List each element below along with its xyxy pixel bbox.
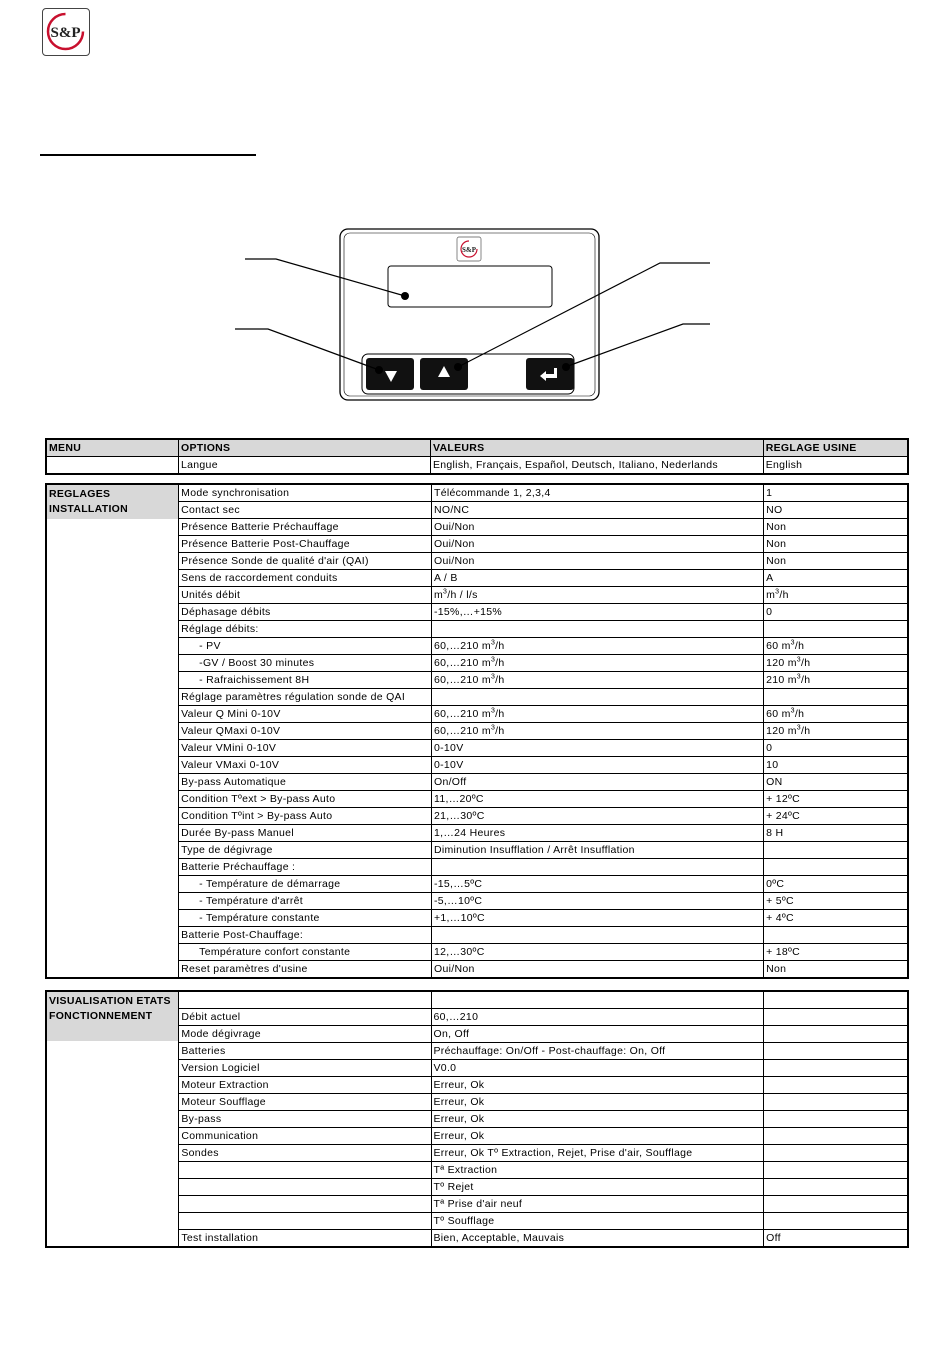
value-cell: Erreur, Ok: [431, 1094, 764, 1111]
factory-cell: [764, 1111, 908, 1128]
option-cell: Présence Sonde de qualité d'air (QAI): [179, 553, 432, 570]
value-cell: Erreur, Ok: [431, 1077, 764, 1094]
factory-cell: + 5ºC: [764, 893, 908, 910]
option-cell: [179, 1196, 431, 1213]
option-cell: Mode dégivrage: [179, 1026, 431, 1043]
option-cell: By-pass: [179, 1111, 431, 1128]
svg-text:S&P: S&P: [462, 246, 476, 254]
factory-cell: [764, 1094, 908, 1111]
factory-cell: 1: [764, 484, 908, 502]
factory-cell: [764, 927, 908, 944]
header-reglage-usine: REGLAGE USINE: [763, 439, 908, 457]
factory-cell: [764, 1145, 908, 1162]
option-cell: Version Logiciel: [179, 1060, 431, 1077]
option-cell: Contact sec: [179, 502, 432, 519]
value-cell: Oui/Non: [431, 553, 763, 570]
panel-logo: [457, 237, 481, 261]
value-cell: +1,…10ºC: [431, 910, 763, 927]
option-cell: [179, 1179, 431, 1196]
value-cell: 60,…210 $m^3/h$: [431, 655, 763, 672]
factory-cell: + 18ºC: [764, 944, 908, 961]
option-cell: Présence Batterie Post-Chauffage: [179, 536, 432, 553]
header-menu: MENU: [46, 439, 179, 457]
factory-cell: + 4ºC: [764, 910, 908, 927]
factory-cell: [764, 1196, 908, 1213]
factory-cell: Non: [764, 519, 908, 536]
option-cell: Condition Tºext > By-pass Auto: [179, 791, 432, 808]
value-cell: English, Français, Español, Deutsch, Italiano, Nederlands: [430, 457, 763, 475]
option-cell: Batteries: [179, 1043, 431, 1060]
value-cell: Erreur, Ok Tº Extraction, Rejet, Prise d'air, Soufflage: [431, 1145, 764, 1162]
value-cell: Tª Prise d'air neuf: [431, 1196, 764, 1213]
menu-reglages-installation: REGLAGES INSTALLATION: [46, 484, 179, 978]
factory-cell: [764, 1026, 908, 1043]
up-button[interactable]: [420, 358, 468, 390]
factory-cell: 120 $m^3/h$: [764, 723, 908, 740]
menu-visualisation-etats: VISUALISATION ETATS FONCTIONNEMENT: [46, 991, 179, 1247]
factory-cell: [764, 842, 908, 859]
value-cell: Oui/Non: [431, 536, 763, 553]
value-cell: [431, 621, 763, 638]
factory-cell: [764, 859, 908, 876]
value-cell: On, Off: [431, 1026, 764, 1043]
value-cell: 0-10V: [431, 757, 763, 774]
option-cell: Test installation: [179, 1230, 431, 1248]
factory-cell: [764, 1077, 908, 1094]
lcd-display: [388, 266, 552, 307]
option-cell: [179, 991, 431, 1009]
table-row: [46, 991, 908, 1009]
status-visualisation-table: [45, 990, 909, 1248]
value-cell: 60,…210 $m^3/h$: [431, 723, 763, 740]
value-cell: Erreur, Ok: [431, 1111, 764, 1128]
factory-cell: 8 H: [764, 825, 908, 842]
brand-logo-text: S&P: [50, 25, 81, 41]
option-cell: - Température constante: [179, 910, 432, 927]
option-cell: By-pass Automatique: [179, 774, 432, 791]
option-cell: Communication: [179, 1128, 431, 1145]
factory-cell: 0ºC: [764, 876, 908, 893]
factory-cell: 60 $m^3/h$: [764, 638, 908, 655]
option-cell: - Température de démarrage: [179, 876, 432, 893]
value-cell: Tº Soufflage: [431, 1213, 764, 1230]
option-cell: Réglage débits:: [179, 621, 432, 638]
option-cell: Réglage paramètres régulation sonde de QAI: [179, 689, 432, 706]
option-cell: Présence Batterie Préchauffage: [179, 519, 432, 536]
option-cell: Durée By-pass Manuel: [179, 825, 432, 842]
table-row: [46, 457, 908, 475]
option-cell: Langue: [179, 457, 431, 475]
factory-cell: + 12ºC: [764, 791, 908, 808]
header-valeurs: VALEURS: [430, 439, 763, 457]
option-cell: Sens de raccordement conduits: [179, 570, 432, 587]
option-cell: Batterie Post-Chauffage:: [179, 927, 432, 944]
value-cell: V0.0: [431, 1060, 764, 1077]
option-cell: - Température d'arrêt: [179, 893, 432, 910]
value-cell: A / B: [431, 570, 763, 587]
factory-cell: $m^3/h$: [764, 587, 908, 604]
installation-settings-table: [45, 483, 909, 979]
option-cell: Sondes: [179, 1145, 431, 1162]
factory-cell: Off: [764, 1230, 908, 1248]
factory-cell: Non: [764, 536, 908, 553]
value-cell: 60,…210 $m^3/h$: [431, 638, 763, 655]
table-row: [46, 484, 908, 502]
value-cell: 12,…30ºC: [431, 944, 763, 961]
value-cell: 21,…30ºC: [431, 808, 763, 825]
value-cell: 60,…210 $m^3/h$: [431, 672, 763, 689]
factory-cell: 10: [764, 757, 908, 774]
menu-cell: [46, 457, 179, 475]
value-cell: [431, 689, 763, 706]
factory-cell: Non: [764, 961, 908, 979]
factory-cell: 0: [764, 740, 908, 757]
option-cell: - PV: [179, 638, 432, 655]
value-cell: [431, 927, 763, 944]
value-cell: $m^3/h / l/s$: [431, 587, 763, 604]
value-cell: 1,…24 Heures: [431, 825, 763, 842]
factory-cell: [764, 1128, 908, 1145]
factory-cell: [764, 1213, 908, 1230]
option-cell: Température confort constante: [179, 944, 432, 961]
option-cell: Valeur QMaxi 0-10V: [179, 723, 432, 740]
factory-cell: ON: [764, 774, 908, 791]
value-cell: Diminution Insufflation / Arrêt Insufflation: [431, 842, 763, 859]
factory-cell: [764, 1162, 908, 1179]
value-cell: Préchauffage: On/Off - Post-chauffage: On, Off: [431, 1043, 764, 1060]
factory-cell: [764, 1009, 908, 1026]
factory-cell: NO: [764, 502, 908, 519]
option-cell: -GV / Boost 30 minutes: [179, 655, 432, 672]
value-cell: NO/NC: [431, 502, 763, 519]
value-cell: 60,…210 $m^3/h$: [431, 706, 763, 723]
factory-cell: 60 $m^3/h$: [764, 706, 908, 723]
factory-cell: A: [764, 570, 908, 587]
enter-button[interactable]: [526, 358, 574, 390]
value-cell: Oui/Non: [431, 519, 763, 536]
option-cell: Moteur Soufflage: [179, 1094, 431, 1111]
value-cell: Tª Extraction: [431, 1162, 764, 1179]
value-cell: -15,…5ºC: [431, 876, 763, 893]
factory-cell: [764, 621, 908, 638]
factory-cell: [764, 1060, 908, 1077]
factory-cell: [764, 1179, 908, 1196]
value-cell: -15%,…+15%: [431, 604, 763, 621]
factory-cell: English: [763, 457, 908, 475]
option-cell: Batterie Préchauffage :: [179, 859, 432, 876]
option-cell: Débit actuel: [179, 1009, 431, 1026]
option-cell: Moteur Extraction: [179, 1077, 431, 1094]
value-cell: Télécommande 1, 2,3,4: [431, 484, 763, 502]
option-cell: Valeur VMini 0-10V: [179, 740, 432, 757]
option-cell: Condition Tºint > By-pass Auto: [179, 808, 432, 825]
option-cell: Unités débit: [179, 587, 432, 604]
value-cell: Oui/Non: [431, 961, 763, 979]
option-cell: - Rafraichissement 8H: [179, 672, 432, 689]
value-cell: Tº Rejet: [431, 1179, 764, 1196]
value-cell: 0-10V: [431, 740, 763, 757]
value-cell: Erreur, Ok: [431, 1128, 764, 1145]
down-button[interactable]: [366, 358, 414, 390]
table-header-row: [46, 439, 908, 457]
option-cell: [179, 1162, 431, 1179]
header-options: OPTIONS: [179, 439, 431, 457]
factory-cell: 120 $m^3/h$: [764, 655, 908, 672]
factory-cell: 210 $m^3/h$: [764, 672, 908, 689]
value-cell: 11,…20ºC: [431, 791, 763, 808]
value-cell: [431, 991, 764, 1009]
option-cell: Valeur Q Mini 0-10V: [179, 706, 432, 723]
option-cell: Type de dégivrage: [179, 842, 432, 859]
control-panel-diagram: [0, 0, 950, 420]
factory-cell: [764, 991, 908, 1009]
option-cell: [179, 1213, 431, 1230]
factory-cell: + 24ºC: [764, 808, 908, 825]
factory-cell: 0: [764, 604, 908, 621]
value-cell: -5,…10ºC: [431, 893, 763, 910]
factory-cell: [764, 1043, 908, 1060]
value-cell: On/Off: [431, 774, 763, 791]
factory-cell: Non: [764, 553, 908, 570]
option-cell: Reset paramètres d'usine: [179, 961, 432, 979]
language-table: [45, 438, 909, 475]
option-cell: Déphasage débits: [179, 604, 432, 621]
option-cell: Valeur VMaxi 0-10V: [179, 757, 432, 774]
value-cell: 60,…210: [431, 1009, 764, 1026]
value-cell: [431, 859, 763, 876]
option-cell: Mode synchronisation: [179, 484, 432, 502]
factory-cell: [764, 689, 908, 706]
value-cell: Bien, Acceptable, Mauvais: [431, 1230, 764, 1248]
